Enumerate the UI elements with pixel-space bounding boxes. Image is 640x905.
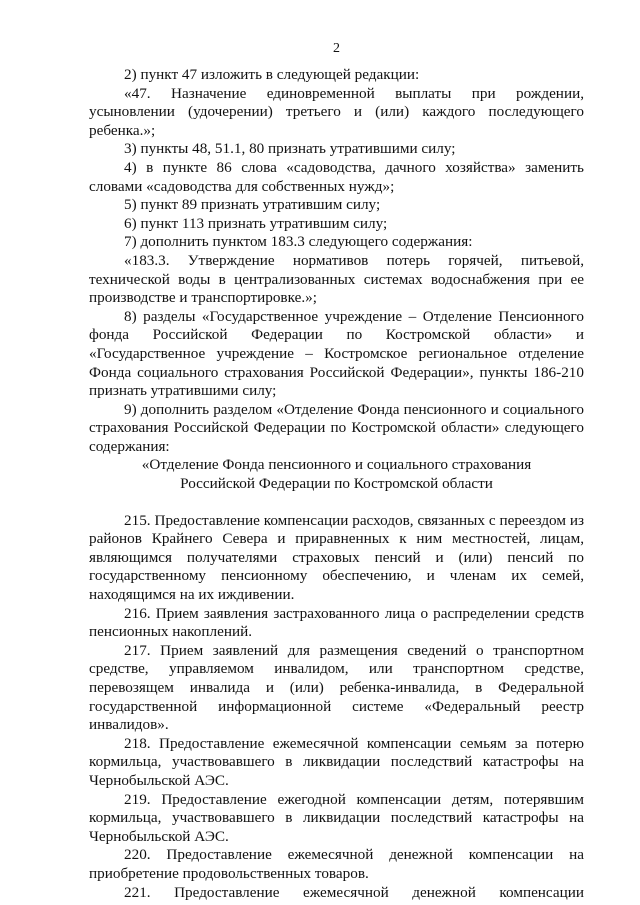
section-spacer [89, 494, 584, 512]
list-item-217: 217. Прием заявлений для размещения сведений о транспортном средстве, управляемом инвалидом, или транспортном средстве, перевозящем инвалида и (или) ребенка-инвалида, в Федеральной государственной информационной системе «Федеральный реестр инвалидов». [89, 641, 584, 734]
amendment-item-7: 7) дополнить пунктом 183.3 следующего содержания: [124, 233, 473, 251]
section-heading-line-1: «Отделение Фонда пенсионного и социального страхования [141, 456, 532, 474]
list-item-219: 219. Предоставление ежегодной компенсации детям, потерявшим кормильца, участвовавшего в ликвидации последствий катастрофы на Чернобыльской АЭС. [89, 790, 584, 845]
amendment-item-9: 9) дополнить разделом «Отделение Фонда пенсионного и социального страхования Российской Федерации по Костромской области» следующего содержания: [89, 400, 584, 455]
amendment-item-3: 3) пункты 48, 51.1, 80 признать утратившими силу; [124, 140, 456, 158]
amendment-quote-47: «47. Назначение единовременной выплаты при рождении, усыновлении (удочерении) третьего и (или) каждого последующего ребенка.»; [89, 84, 584, 139]
list-item-220: 220. Предоставление ежемесячной денежной компенсации на приобретение продовольственных товаров. [89, 846, 584, 882]
list-item-218: 218. Предоставление ежемесячной компенсации семьям за потерю кормильца, участвовавшего в ликвидации последствий катастрофы на Чернобыльской АЭС. [89, 734, 584, 789]
amendment-quote-183-3: «183.3. Утверждение нормативов потерь горячей, питьевой, технической воды в централизованных системах водоснабжения при ее производстве и транспортировке.»; [89, 251, 584, 307]
amendment-item-6: 6) пункт 113 признать утратившим силу; [124, 214, 388, 232]
amendment-item-2: 2) пункт 47 изложить в следующей редакции: [124, 66, 420, 83]
amendment-item-8: 8) разделы «Государственное учреждение – Отделение Пенсионного фонда Российской Федерации по Костромской области» и «Государственное учреждение – Костромское региональное отделение Фонда социального страхования Российской Федерации», пункты 186-210 признать утратившими силу; [89, 307, 584, 400]
list-item-216: 216. Прием заявления застрахованного лица о распределении средств пенсионных накоплений. [89, 604, 584, 641]
document-body [89, 66, 584, 902]
page-number: 2 [333, 41, 340, 56]
amendment-item-5: 5) пункт 89 признать утратившим силу; [124, 196, 381, 214]
amendment-item-4: 4) в пункте 86 слова «садоводства, дачного хозяйства» заменить словами «садоводства для собственных нужд»; [89, 158, 584, 195]
list-item-215: 215. Предоставление компенсации расходов, связанных с переездом из районов Крайнего Севера и приравненных к ним местностей, лицам, являющимся получателями страховых пенсий и (или) пенсий по государственному пенсионному обеспечению, и членам их семей, находящимся на их иждивении. [89, 511, 584, 604]
section-heading-line-2: Российской Федерации по Костромской области [180, 475, 493, 493]
list-item-221: 221. Предоставление ежемесячной денежной компенсации [124, 883, 584, 901]
